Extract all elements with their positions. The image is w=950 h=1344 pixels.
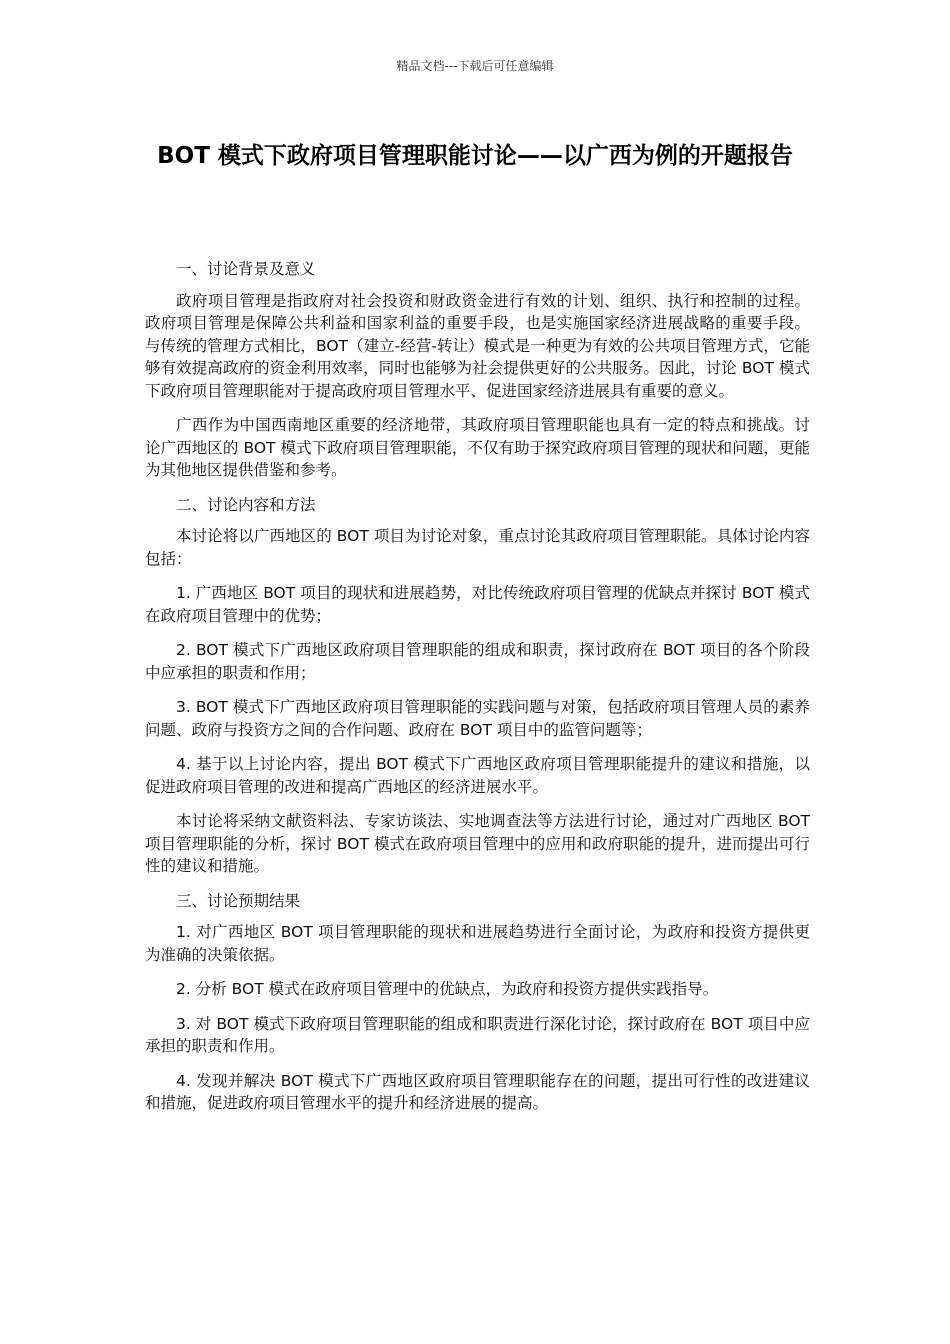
paragraph: 本讨论将以广西地区的 BOT 项目为讨论对象，重点讨论其政府项目管理职能。具体讨论内容包括： [145,527,810,568]
list-item: 2. BOT 模式下广西地区政府项目管理职能的组成和职责，探讨政府在 BOT 项目的各个阶段中应承担的职责和作用； [145,641,810,682]
list-item: 2. 分析 BOT 模式在政府项目管理中的优缺点，为政府和投资方提供实践指导。 [176,980,719,998]
section-heading-content-method: 二、讨论内容和方法 [176,495,316,514]
document-title: BOT 模式下政府项目管理职能讨论——以广西为例的开题报告 [157,143,793,169]
document-body [145,258,810,1127]
section-heading-expected-results: 三、讨论预期结果 [176,891,301,910]
paragraph: 广西作为中国西南地区重要的经济地带，其政府项目管理职能也具有一定的特点和挑战。讨论广西地区的 BOT 模式下政府项目管理职能，不仅有助于探究政府项目管理的现状和问题，更能为其他地区提供借鉴和参考。 [145,416,810,479]
list-item: 4. 发现并解决 BOT 模式下广西地区政府项目管理职能存在的问题，提出可行性的改进建议和措施，促进政府项目管理水平的提升和经济进展的提高。 [145,1071,810,1112]
list-item: 1. 广西地区 BOT 项目的现状和进展趋势，对比传统政府项目管理的优缺点并探讨 BOT 模式在政府项目管理中的优势； [145,584,810,625]
section-heading-background: 一、讨论背景及意义 [176,260,316,278]
list-item: 3. BOT 模式下广西地区政府项目管理职能的实践问题与对策，包括政府项目管理人员的素养问题、政府与投资方之间的合作问题、政府在 BOT 项目中的监管问题等； [145,698,810,739]
paragraph: 本讨论将采纳文献资料法、专家访谈法、实地调查法等方法进行讨论，通过对广西地区 BOT 项目管理职能的分析，探讨 BOT 模式在政府项目管理中的应用和政府职能的提升，进而提出可行性的建议和措施。 [145,812,810,875]
paragraph: 政府项目管理是指政府对社会投资和财政资金进行有效的计划、组织、执行和控制的过程。政府项目管理是保障公共利益和国家利益的重要手段，也是实施国家经济进展战略的重要手段。与传统的管理方式相比，BOT（建立-经营-转让）模式是一种更为有效的公共项目管理方式，它能够有效提高政府的资金利用效率，同时也能够为社会提供更好的公共服务。因此，讨论 BOT 模式下政府项目管理职能对于提高政府项目管理水平、促进国家经济进展具有重要的意义。 [145,291,810,400]
header-note: 精品文档---下载后可任意编辑 [396,59,554,73]
list-item: 3. 对 BOT 模式下政府项目管理职能的组成和职责进行深化讨论，探讨政府在 BOT 项目中应承担的职责和作用。 [145,1014,810,1055]
list-item: 4. 基于以上讨论内容，提出 BOT 模式下广西地区政府项目管理职能提升的建议和措施，以促进政府项目管理的改进和提高广西地区的经济进展水平。 [145,755,810,796]
list-item: 1. 对广西地区 BOT 项目管理职能的现状和进展趋势进行全面讨论，为政府和投资方提供更为准确的决策依据。 [145,923,810,964]
